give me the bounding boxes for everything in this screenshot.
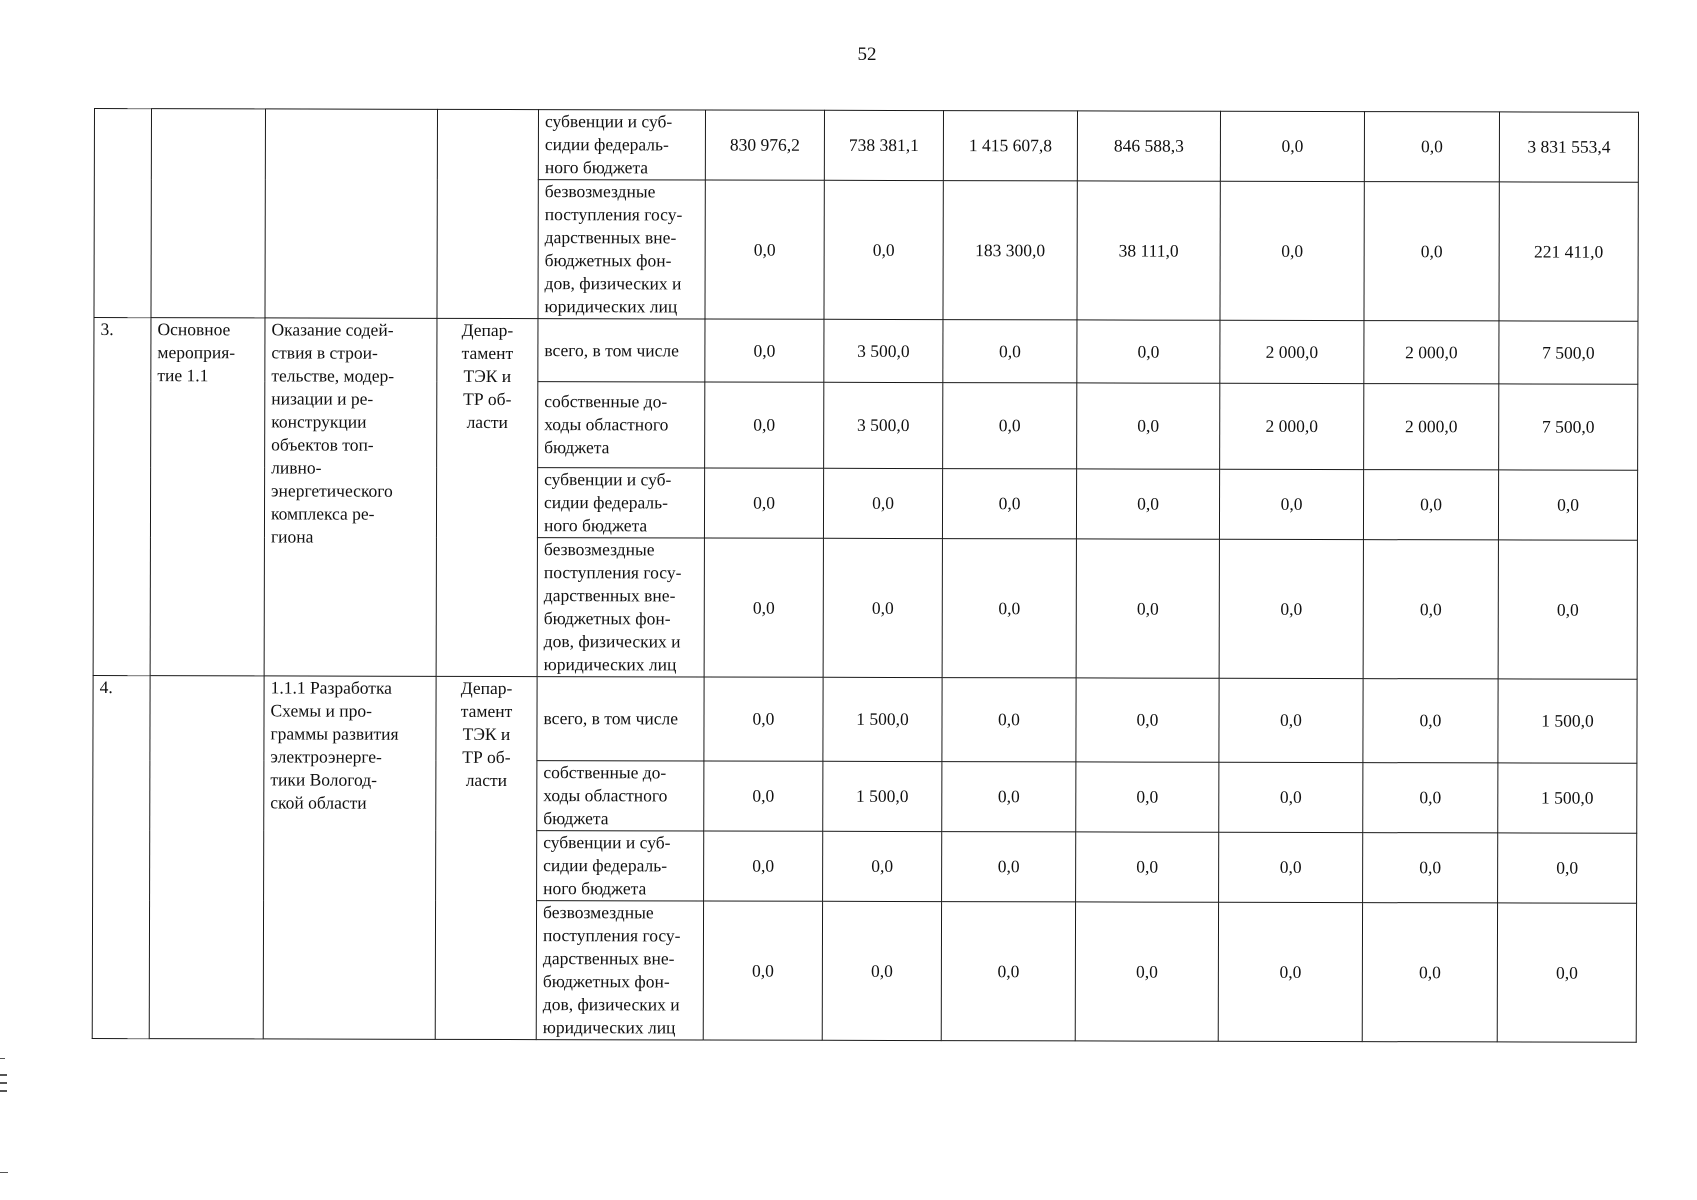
amount-cell: 0,0 <box>1219 762 1363 832</box>
amount-cell: 0,0 <box>942 832 1076 902</box>
amount-cell: 0,0 <box>822 901 941 1040</box>
amount-cell: 183 300,0 <box>943 181 1077 320</box>
funding-source-cell: безвозмездные поступления госу- дарственных вне- бюджетных фон- дов, физических и юридических лиц <box>537 538 704 677</box>
amount-cell: 0,0 <box>823 538 942 677</box>
amount-cell: 0,0 <box>824 180 943 319</box>
amount-cell: 0,0 <box>1218 902 1362 1041</box>
total-value-cell: 221 411,0 <box>1499 182 1638 321</box>
total-value-cell: 1 500,0 <box>1498 763 1637 833</box>
amount-cell: 0,0 <box>1077 383 1220 469</box>
row-number-cell <box>94 109 152 318</box>
amount-cell: 0,0 <box>1364 112 1499 182</box>
amount-cell: 0,0 <box>1363 679 1498 763</box>
amount-cell: 0,0 <box>1076 678 1219 762</box>
total-value-cell: 0,0 <box>1497 903 1636 1042</box>
table-container <box>92 108 1638 1043</box>
amount-cell: 0,0 <box>1364 182 1499 321</box>
amount-cell: 0,0 <box>1363 833 1498 903</box>
amount-cell: 2 000,0 <box>1220 383 1364 469</box>
amount-cell: 0,0 <box>1220 111 1364 181</box>
table-row <box>93 675 1637 763</box>
activity-type-cell: Основное мероприя- тие 1.1 <box>150 318 265 676</box>
responsible-executor-cell: Депар- тамент ТЭК и ТР об- ласти <box>435 676 537 1039</box>
funding-source-cell: субвенции и суб- сидии федераль- ного бюджета <box>537 831 704 901</box>
budget-table <box>92 108 1639 1043</box>
funding-source-cell: безвозмездные поступления госу- дарственных вне- бюджетных фон- дов, физических и юридических лиц <box>536 901 703 1040</box>
amount-cell: 0,0 <box>1219 539 1363 678</box>
amount-cell: 0,0 <box>704 677 823 761</box>
amount-cell: 38 111,0 <box>1077 181 1220 320</box>
scan-edge-mark <box>0 1074 7 1076</box>
amount-cell: 0,0 <box>1363 540 1498 679</box>
table-row <box>94 318 1638 385</box>
amount-cell: 3 500,0 <box>824 319 943 382</box>
amount-cell: 0,0 <box>823 831 942 901</box>
funding-source-cell: всего, в том числе <box>538 319 705 382</box>
amount-cell: 0,0 <box>943 383 1077 469</box>
funding-source-cell: субвенции и суб- сидии федераль- ного бюджета <box>538 110 705 180</box>
total-value-cell: 0,0 <box>1498 833 1637 903</box>
amount-cell: 0,0 <box>705 319 824 382</box>
amount-cell: 0,0 <box>1362 903 1497 1042</box>
amount-cell: 0,0 <box>943 320 1077 383</box>
amount-cell: 1 500,0 <box>823 677 942 761</box>
amount-cell: 0,0 <box>1363 470 1498 540</box>
amount-cell: 0,0 <box>1219 678 1363 762</box>
activity-name-cell: Оказание содей- ствия в строи- тельстве, модер- низации и ре- конструкции объектов топ- ливно- энергетического комплекса ре- гиона <box>264 318 437 676</box>
funding-source-cell: безвозмездные поступления госу- дарственных вне- бюджетных фон- дов, физических и юридических лиц <box>538 180 705 319</box>
amount-cell: 0,0 <box>942 469 1076 539</box>
amount-cell: 0,0 <box>1220 181 1364 320</box>
scan-edge-mark <box>0 1058 5 1059</box>
amount-cell: 2 000,0 <box>1220 320 1364 383</box>
activity-type-cell <box>149 676 264 1039</box>
amount-cell: 0,0 <box>704 468 823 538</box>
activity-name-cell <box>265 109 438 318</box>
scan-edge-mark <box>0 1090 7 1092</box>
amount-cell: 0,0 <box>1219 832 1363 902</box>
row-number-cell: 3. <box>93 318 151 676</box>
amount-cell: 0,0 <box>1076 469 1219 539</box>
amount-cell: 0,0 <box>704 538 823 677</box>
amount-cell: 0,0 <box>704 761 823 831</box>
table-row <box>94 109 1638 183</box>
total-value-cell: 0,0 <box>1498 470 1637 540</box>
amount-cell: 0,0 <box>941 902 1075 1041</box>
total-value-cell: 7 500,0 <box>1499 384 1638 470</box>
amount-cell: 1 415 607,8 <box>943 111 1077 181</box>
amount-cell: 0,0 <box>703 901 822 1040</box>
total-value-cell: 3 831 553,4 <box>1499 112 1638 182</box>
activity-name-cell: 1.1.1 Разработка Схемы и про- граммы развития электроэнерге- тики Вологод- ской области <box>263 676 436 1039</box>
amount-cell: 0,0 <box>942 762 1076 832</box>
amount-cell: 0,0 <box>1075 902 1218 1041</box>
amount-cell: 1 500,0 <box>823 761 942 831</box>
amount-cell: 0,0 <box>942 539 1076 678</box>
amount-cell: 0,0 <box>1219 469 1363 539</box>
amount-cell: 0,0 <box>823 468 942 538</box>
amount-cell: 0,0 <box>942 678 1076 762</box>
responsible-executor-cell <box>437 109 539 318</box>
total-value-cell: 7 500,0 <box>1499 321 1638 384</box>
amount-cell: 0,0 <box>704 831 823 901</box>
amount-cell: 0,0 <box>1363 763 1498 833</box>
amount-cell: 0,0 <box>705 382 824 468</box>
total-value-cell: 1 500,0 <box>1498 679 1637 763</box>
funding-source-cell: собственные до- ходы областного бюджета <box>538 382 705 468</box>
amount-cell: 0,0 <box>705 180 824 319</box>
responsible-executor-cell: Депар- тамент ТЭК и ТР об- ласти <box>436 318 538 676</box>
amount-cell: 0,0 <box>1076 539 1219 678</box>
amount-cell: 0,0 <box>1077 320 1220 383</box>
amount-cell: 0,0 <box>1076 762 1219 832</box>
funding-source-cell: собственные до- ходы областного бюджета <box>537 761 704 831</box>
page-number: 52 <box>857 44 877 65</box>
amount-cell: 738 381,1 <box>824 110 943 180</box>
amount-cell: 3 500,0 <box>824 382 943 468</box>
amount-cell: 846 588,3 <box>1077 111 1220 181</box>
amount-cell: 2 000,0 <box>1364 384 1499 470</box>
row-number-cell: 4. <box>92 675 150 1038</box>
activity-type-cell <box>151 109 266 318</box>
funding-source-cell: всего, в том числе <box>537 677 704 761</box>
amount-cell: 0,0 <box>1076 832 1219 902</box>
scan-edge-mark <box>0 1082 7 1084</box>
amount-cell: 2 000,0 <box>1364 321 1499 384</box>
total-value-cell: 0,0 <box>1498 540 1637 679</box>
amount-cell: 830 976,2 <box>705 110 824 180</box>
scan-edge-mark <box>0 1172 8 1173</box>
funding-source-cell: субвенции и суб- сидии федераль- ного бюджета <box>537 468 704 538</box>
